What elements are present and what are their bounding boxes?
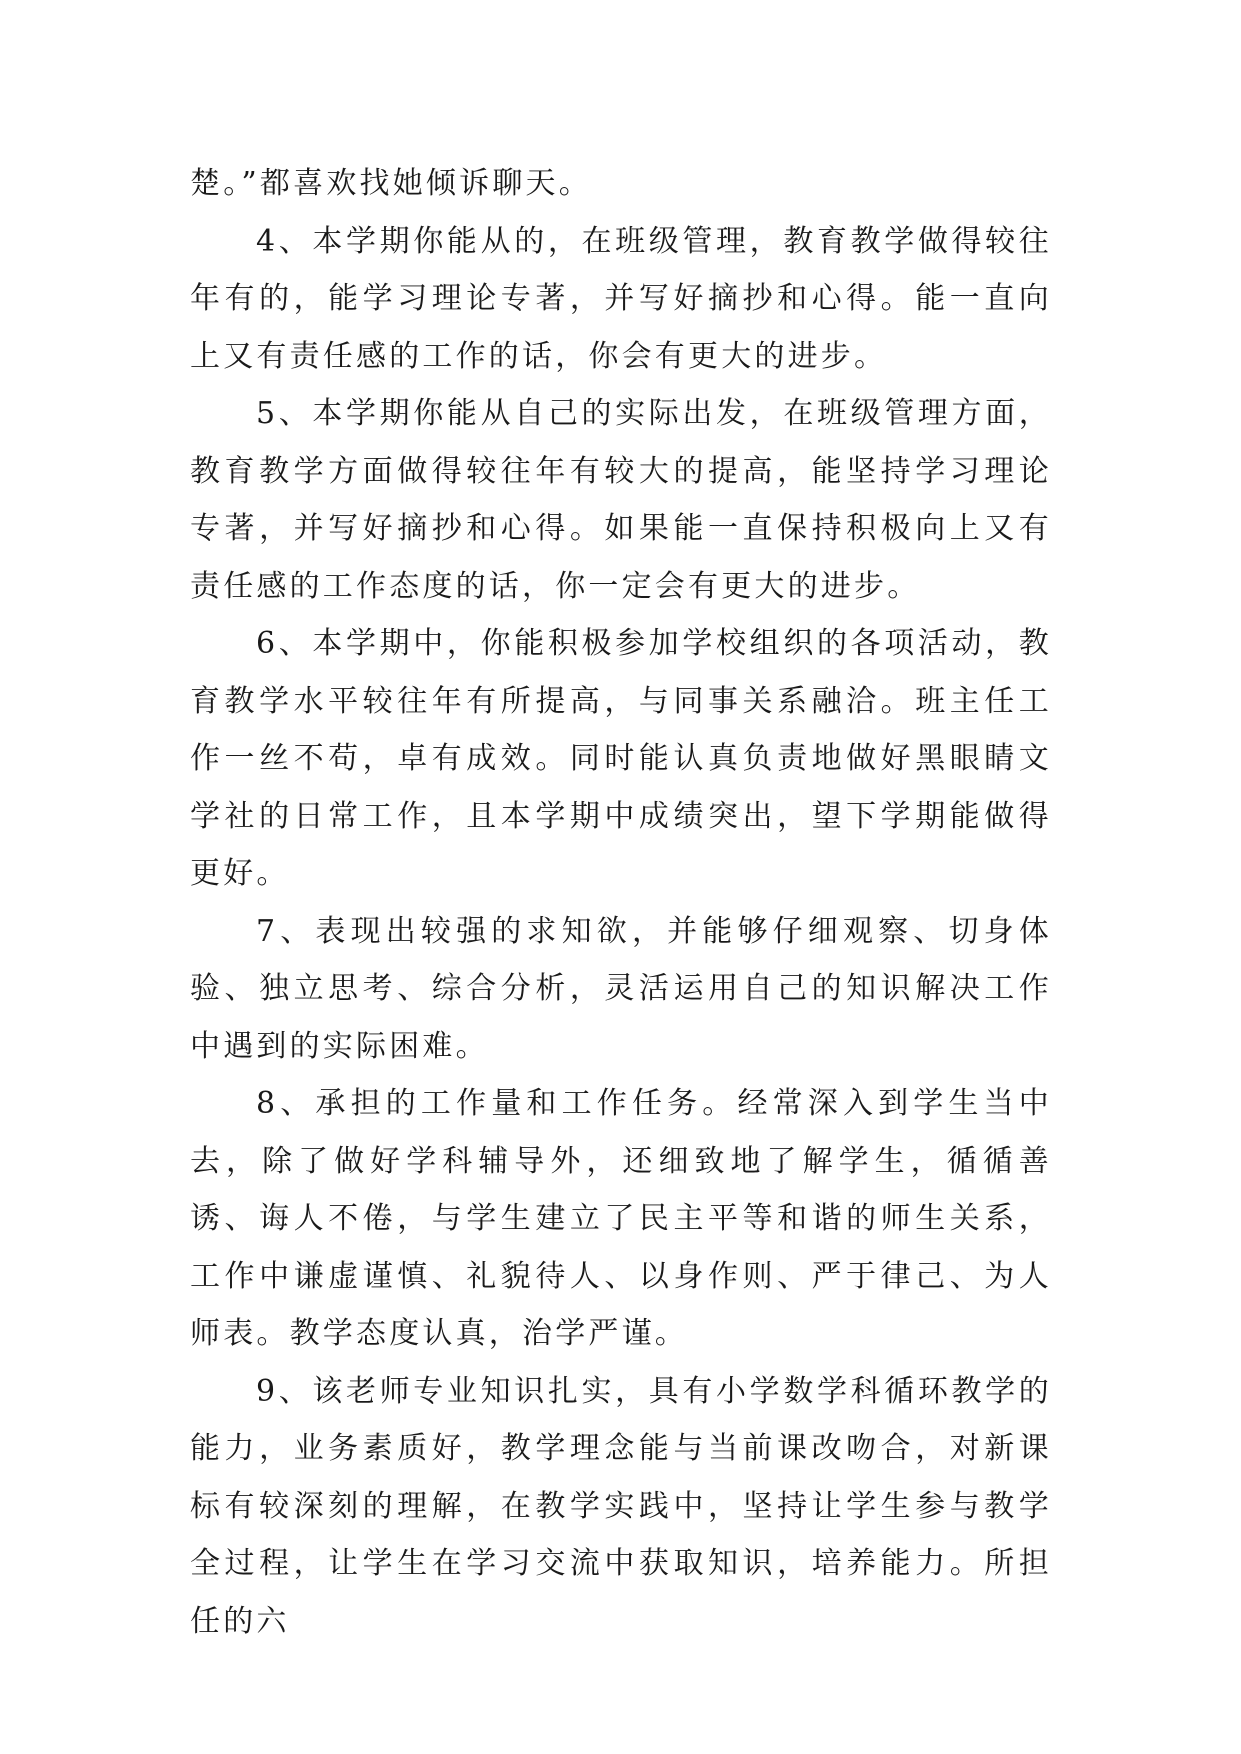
paragraph-item-8: 8、承担的工作量和工作任务。经常深入到学生当中去，除了做好学科辅导外，还细致地了解学生，循循善诱、诲人不倦，与学生建立了民主平等和谐的师生关系，工作中谦虚谨慎、礼貌待人、以身作则、严于律己、为人师表。教学态度认真，治学严谨。	[190, 1086, 1052, 1351]
paragraph-item-9: 9、该老师专业知识扎实，具有小学数学科循环教学的能力，业务素质好，教学理念能与当前课改吻合，对新课标有较深刻的理解，在教学实践中，坚持让学生参与教学全过程，让学生在学习交流中获取知识，培养能力。所担任的六	[190, 1373, 1052, 1639]
paragraph-item-4: 4、本学期你能从的，在班级管理，教育教学做得较往年有的，能学习理论专著，并写好摘抄和心得。能一直向上又有责任感的工作的话，你会有更大的进步。	[190, 223, 1052, 374]
paragraph-item-7: 7、表现出较强的求知欲，并能够仔细观察、切身体验、独立思考、综合分析，灵活运用自己的知识解决工作中遇到的实际困难。	[190, 913, 1052, 1064]
document-page	[190, 155, 1052, 1650]
paragraph-item-5: 5、本学期你能从自己的实际出发，在班级管理方面，教育教学方面做得较往年有较大的提高，能坚持学习理论专著，并写好摘抄和心得。如果能一直保持积极向上又有责任感的工作态度的话，你一定会有更大的进步。	[190, 396, 1052, 604]
paragraph-item-6: 6、本学期中，你能积极参加学校组织的各项活动，教育教学水平较往年有所提高，与同事关系融洽。班主任工作一丝不苟，卓有成效。同时能认真负责地做好黑眼睛文学社的日常工作，且本学期中成绩突出，望下学期能做得更好。	[190, 626, 1052, 891]
paragraph-continuation: 楚。”都喜欢找她倾诉聊天。	[190, 166, 592, 201]
